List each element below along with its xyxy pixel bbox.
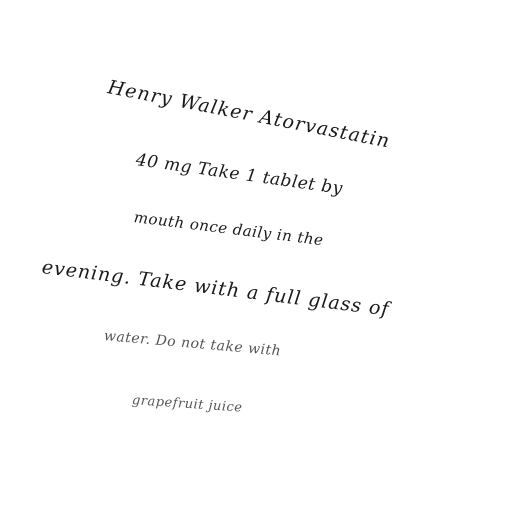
note-line: mouth once daily in the <box>132 208 325 250</box>
note-line: evening. Take with a full glass of <box>40 256 391 321</box>
note-line: water. Do not take with <box>103 328 282 360</box>
note-line: 40 mg Take 1 tablet by <box>134 150 345 199</box>
note-line: Henry Walker Atorvastatin <box>105 76 393 153</box>
note-line: grapefruit juice <box>131 393 244 416</box>
